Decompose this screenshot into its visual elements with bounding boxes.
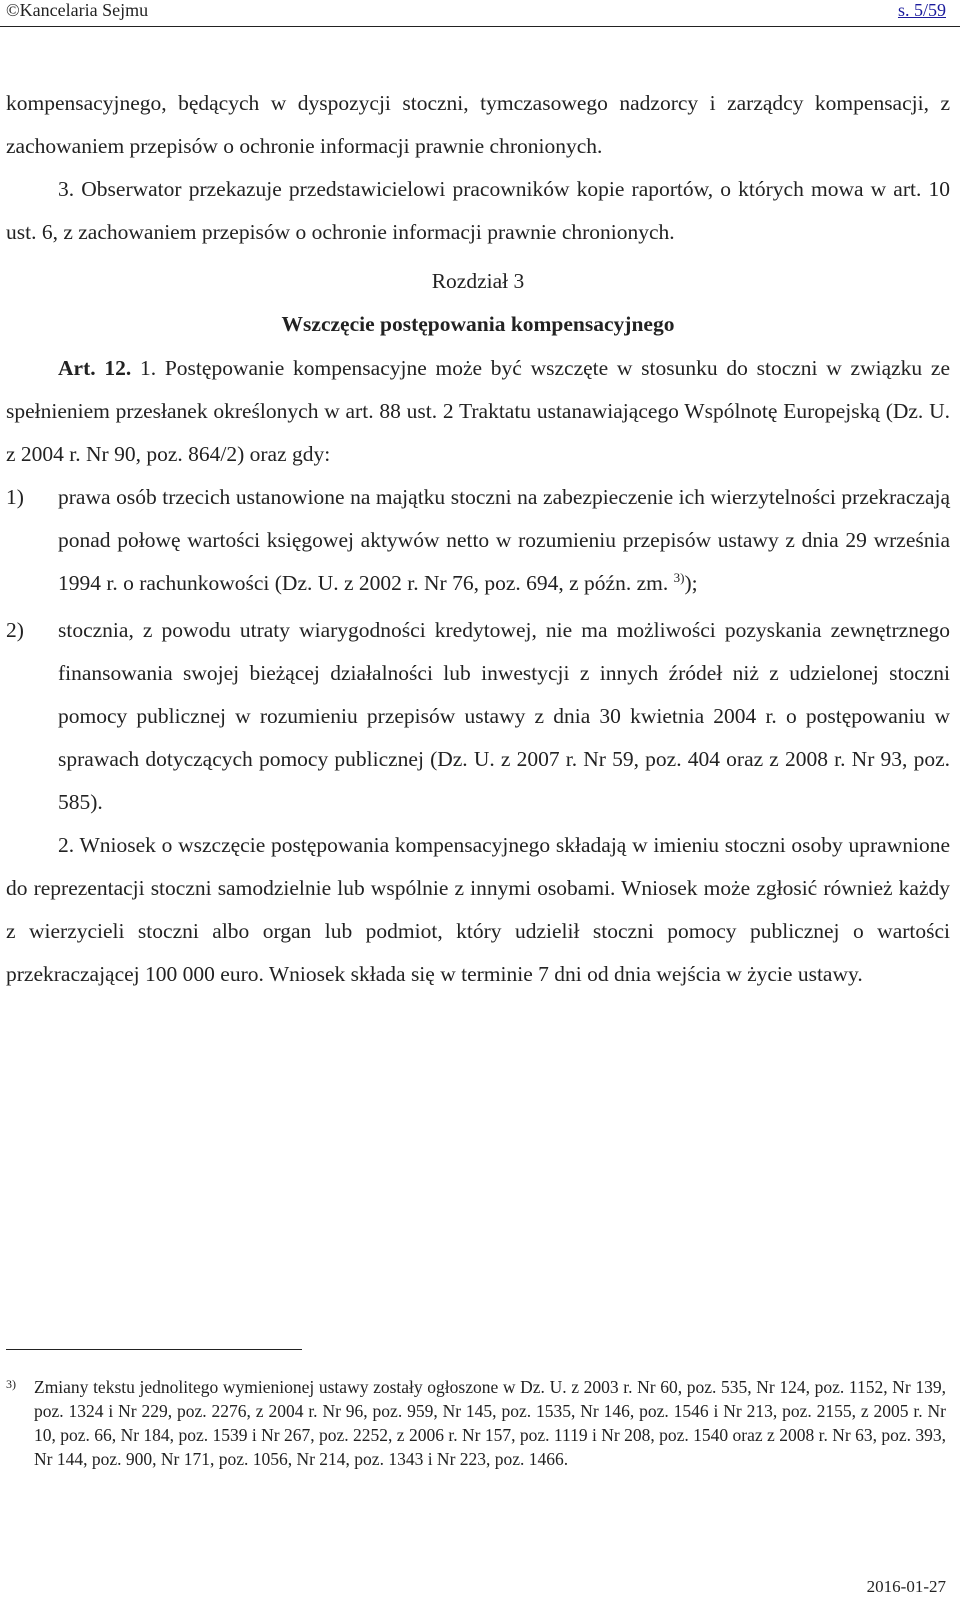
footnote-reference[interactable]: 3) — [673, 569, 685, 585]
article-12 — [6, 347, 950, 476]
paragraph-3: 3. Obserwator przekazuje przedstawicielowi pracowników kopie raportów, o których mowa w art. 10 ust. 6, z zachowaniem przepisów o ochronie informacji prawnie chronionych. — [6, 177, 950, 244]
list-item-text-body: prawa osób trzecich ustanowione na majątku stoczni na zabezpieczenie ich wierzytelności przekraczają ponad połowę wartości księgowej aktywów netto w rozumieniu przepisów ustawy z dnia 29 września 1994 r. o rachunkowości (Dz. U. z 2002 r. Nr 76, poz. 694, z późn. zm. — [58, 485, 950, 595]
footnote-text: Zmiany tekstu jednolitego wymienionej ustawy zostały ogłoszone w Dz. U. z 2003 r. Nr 60, poz. 535, Nr 124, poz. 1152, Nr 139, poz. 1324 i Nr 229, poz. 2276, z 2004 r. Nr 96, poz. 959, Nr 145, poz. 1535, Nr 146, poz. 1546 i Nr 213, poz. 2155, z 2005 r. Nr 10, poz. 66, Nr 184, poz. 1539 i Nr 267, poz. 2252, z 2006 r. Nr 157, poz. 1119 i Nr 208, poz. 1540 oraz z 2008 r. Nr 63, poz. 393, Nr 144, poz. 900, Nr 171, poz. 1056, Nr 214, poz. 1343 i Nr 223, poz. 1466. — [34, 1377, 946, 1469]
article-text: 1. Postępowanie kompensacyjne może być wszczęte w stosunku do stoczni w związku ze spełnieniem przesłanek określonych w art. 88 ust. 2 Traktatu ustanawiającego Wspólnotę Europejską (Dz. U. z 2004 r. Nr 90, poz. 864/2) oraz gdy: — [6, 356, 951, 466]
list-item-2 — [6, 609, 950, 824]
list-item-text — [58, 476, 950, 605]
article-label: Art. 12. — [58, 356, 132, 380]
document-body — [6, 82, 950, 996]
paragraph-continuation: kompensacyjnego, będących w dyspozycji stoczni, tymczasowego nadzorcy i zarządcy kompensacji, z zachowaniem przepisów o ochronie informacji prawnie chronionych. — [6, 91, 950, 158]
list-item-number: 2) — [6, 618, 24, 642]
footnote — [6, 1375, 950, 1471]
copyright-notice: ©Kancelaria Sejmu — [6, 0, 149, 20]
list-item-text-tail: ); — [684, 571, 698, 595]
footnote-separator — [6, 1349, 302, 1350]
document-date: 2016-01-27 — [866, 1577, 946, 1596]
list-item-1 — [6, 476, 950, 605]
paragraph-2-wniosek: 2. Wniosek o wszczęcie postępowania kompensacyjnego składają w imieniu stoczni osoby uprawnione do reprezentacji stoczni samodzielnie lub wspólnie z innymi osobami. Wniosek może zgłosić również każdy z wierzycieli stoczni albo organ lub podmiot, który udzielił stoczni pomocy publicznej o wartości przekraczającej 100 000 euro. Wniosek składa się w terminie 7 dni od dnia wejścia w życie ustawy. — [6, 833, 950, 986]
list-item-number: 1) — [6, 485, 24, 509]
footnote-number: 3) — [6, 1377, 16, 1391]
chapter-title: Wszczęcie postępowania kompensacyjnego — [281, 312, 675, 336]
page-header — [0, 0, 960, 27]
page-number-link[interactable]: s. 5/59 — [897, 0, 946, 20]
chapter-heading: Rozdział 3 — [431, 269, 525, 293]
list-item-text: stocznia, z powodu utraty wiarygodności kredytowej, nie ma możliwości pozyskania zewnętrznego finansowania swojej bieżącej działalności lub inwestycji z innych źródeł niż z udzielonej stoczni pomocy publicznej w rozumieniu przepisów ustawy z dnia 30 kwietnia 2004 r. o postępowaniu w sprawach dotyczących pomocy publicznej (Dz. U. z 2007 r. Nr 59, poz. 404 oraz z 2008 r. Nr 93, poz. 585). — [58, 618, 950, 814]
